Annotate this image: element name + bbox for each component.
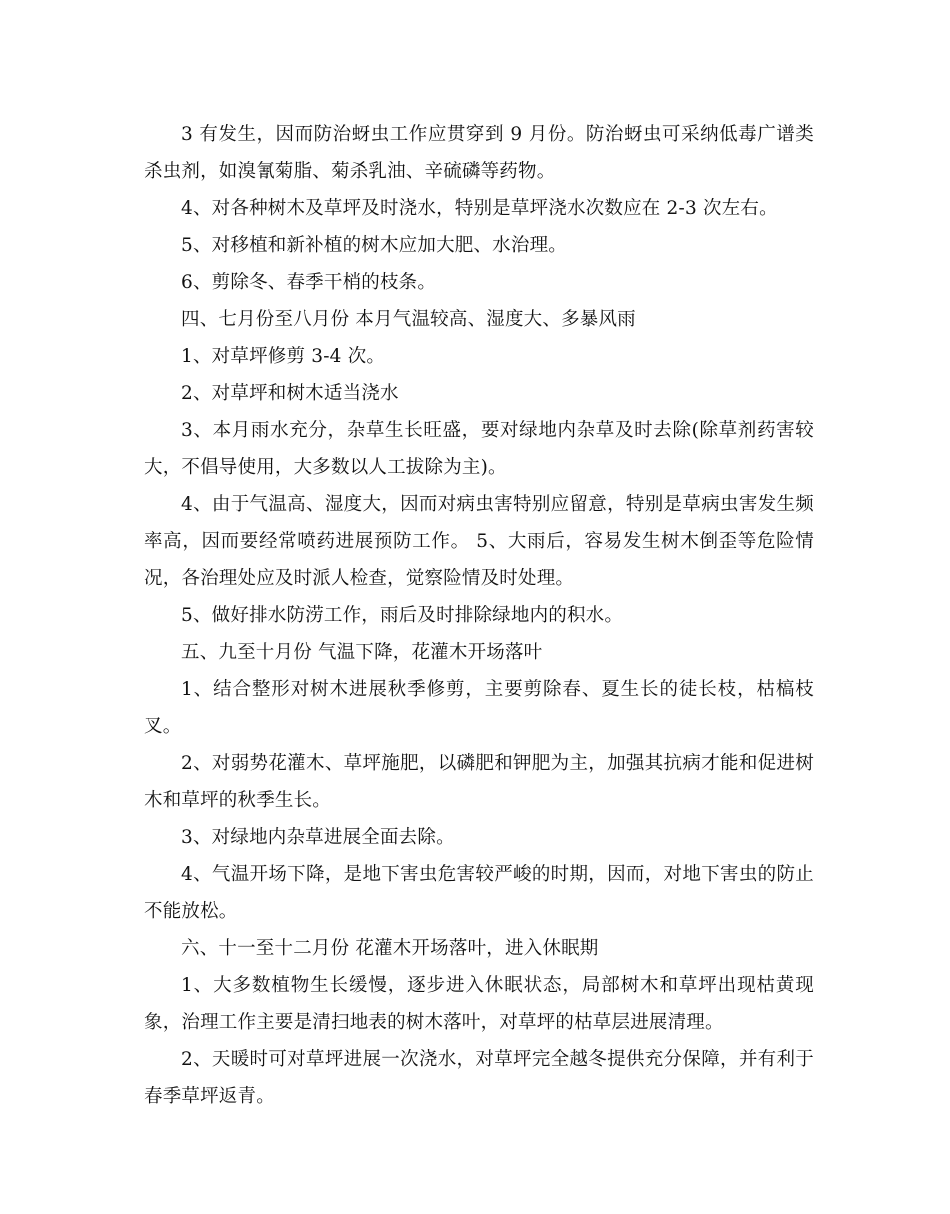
- paragraph-watering: 4、对各种树木及草坪及时浇水，特别是草坪浇水次数应在 2-3 次左右。: [181, 198, 778, 219]
- section-heading-nov-dec: 六、十一至十二月份 花灌木开场落叶，进入休眠期: [181, 938, 599, 959]
- section-heading-jul-aug: 四、七月份至八月份 本月气温较高、湿度大、多暴风雨: [181, 309, 636, 330]
- paragraph-full-weeding: 3、对绿地内杂草进展全面去除。: [181, 827, 455, 848]
- paragraph-dormancy-cleanup: 1、大多数植物生长缓慢，逐步进入休眠状态，局部树木和草坪出现枯黄现象，治理工作主要是清扫地表的树木落叶，对草坪的枯草层进展清理。: [144, 975, 814, 1033]
- paragraph-fertilize-transplants: 5、对移植和新补植的树木应加大肥、水治理。: [181, 235, 567, 256]
- paragraph-prune-dry-branches: 6、剪除冬、春季干梢的枝条。: [181, 272, 437, 293]
- paragraph-autumn-fertilizing: 2、对弱势花灌木、草坪施肥，以磷肥和钾肥为主，加强其抗病才能和促进树木和草坪的秋季生长。: [144, 753, 814, 811]
- paragraph-winter-watering: 2、天暖时可对草坪进展一次浇水，对草坪完全越冬提供充分保障，并有利于春季草坪返青。: [144, 1049, 814, 1107]
- paragraph-underground-pests: 4、气温开场下降，是地下害虫危害较严峻的时期，因而，对地下害虫的防止不能放松。: [144, 864, 814, 922]
- paragraph-autumn-pruning: 1、结合整形对树木进展秋季修剪，主要剪除春、夏生长的徒长枝，枯槁枝叉。: [144, 679, 814, 737]
- section-heading-sep-oct: 五、九至十月份 气温下降，花灌木开场落叶: [181, 642, 543, 663]
- paragraph-aphid-control: 3 有发生，因而防治蚜虫工作应贯穿到 9 月份。防治蚜虫可采纳低毒广谱类杀虫剂，如溴氰菊脂、菊杀乳油、辛硫磷等药物。: [144, 124, 814, 182]
- paragraph-weed-removal: 3、本月雨水充分，杂草生长旺盛，要对绿地内杂草及时去除(除草剂药害较大，不倡导使用，大多数以人工拔除为主)。: [144, 420, 814, 478]
- paragraph-drainage: 5、做好排水防涝工作，雨后及时排除绿地内的积水。: [181, 605, 624, 626]
- paragraph-mow-lawn: 1、对草坪修剪 3-4 次。: [181, 346, 386, 367]
- paragraph-pest-prevention: 4、由于气温高、湿度大，因而对病虫害特别应留意，特别是草病虫害发生频率高，因而要经常喷药进展预防工作。 5、大雨后，容易发生树木倒歪等危险情况，各治理处应及时派人检查，觉察险情及时处理。: [144, 494, 814, 589]
- paragraph-moderate-watering: 2、对草坪和树木适当浇水: [181, 383, 399, 404]
- document-body: [144, 116, 814, 1115]
